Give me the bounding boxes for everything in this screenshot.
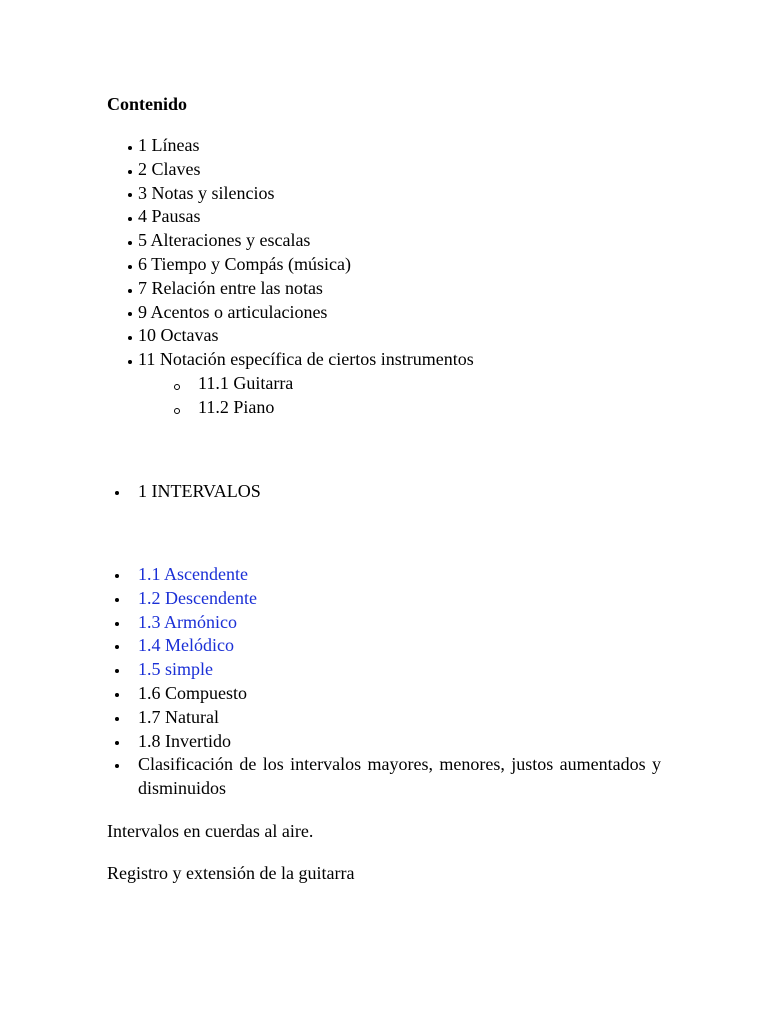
paragraph-guitar-range: Registro y extensión de la guitarra <box>107 863 355 883</box>
bullet-icon <box>115 645 119 649</box>
toc-item-label: 4 Pausas <box>138 206 201 227</box>
toc-item-label: 10 Octavas <box>138 325 219 346</box>
section-heading-item <box>115 480 661 504</box>
toc-item-label: 1 Líneas <box>138 135 200 155</box>
toc-subitem-label: 11.1 Guitarra <box>198 372 294 393</box>
interval-label: Clasificación de los intervalos mayores, menores, justos aumentados y disminuidos <box>138 754 661 799</box>
toc-subitem-label: 11.2 Piano <box>198 396 275 417</box>
bullet-icon <box>115 717 119 721</box>
toc-item[interactable] <box>128 205 474 229</box>
interval-item[interactable] <box>115 563 661 587</box>
interval-link[interactable]: 1.1 Ascendente <box>138 564 248 584</box>
interval-label: 1.6 Compuesto <box>138 682 248 703</box>
bullet-icon <box>115 741 119 745</box>
interval-label: 1.7 Natural <box>138 706 219 727</box>
interval-item[interactable] <box>115 634 661 658</box>
toc-subitem[interactable] <box>174 396 474 420</box>
bullet-icon <box>128 146 132 150</box>
bullet-icon <box>128 312 132 316</box>
bullet-icon <box>128 241 132 245</box>
toc-item-label: 6 Tiempo y Compás (música) <box>138 253 352 274</box>
toc-item-label: 7 Relación entre las notas <box>138 277 323 298</box>
toc-item-label: 11 Notación específica de ciertos instrumentos <box>138 349 474 370</box>
bullet-icon <box>115 693 119 697</box>
bullet-icon <box>115 598 119 602</box>
bullet-icon <box>128 289 132 293</box>
section-list <box>115 480 661 504</box>
toc-item[interactable] <box>128 324 474 348</box>
toc-item[interactable] <box>128 253 474 277</box>
bullet-icon <box>128 265 132 269</box>
paragraph-intervals-open-strings: Intervalos en cuerdas al aire. <box>107 821 314 841</box>
toc-item-label: 5 Alteraciones y escalas <box>138 230 311 251</box>
intervals-list <box>115 563 661 801</box>
bullet-icon <box>115 764 119 768</box>
bullet-icon <box>115 622 119 626</box>
bullet-icon <box>128 193 132 197</box>
toc-subitem[interactable] <box>174 372 474 396</box>
toc-list <box>128 134 474 420</box>
bullet-icon <box>128 360 132 364</box>
toc-item[interactable] <box>128 134 474 158</box>
interval-link[interactable]: 1.2 Descendente <box>138 587 257 608</box>
bullet-icon <box>115 574 119 578</box>
interval-item <box>115 753 661 801</box>
interval-link[interactable]: 1.3 Armónico <box>138 611 237 632</box>
section-heading-label: 1 INTERVALOS <box>138 481 261 501</box>
circle-bullet-icon <box>174 408 180 414</box>
toc-item-label: 2 Claves <box>138 158 201 179</box>
interval-item[interactable] <box>115 658 661 682</box>
toc-item[interactable] <box>128 229 474 253</box>
bullet-icon <box>128 217 132 221</box>
bullet-icon <box>115 491 119 495</box>
interval-link[interactable]: 1.5 simple <box>138 659 213 680</box>
toc-item[interactable] <box>128 182 474 206</box>
interval-item[interactable] <box>115 587 661 611</box>
toc-item-label: 9 Acentos o articulaciones <box>138 301 328 322</box>
bullet-icon <box>128 336 132 340</box>
interval-link[interactable]: 1.4 Melódico <box>138 635 234 656</box>
interval-label: 1.8 Invertido <box>138 730 231 751</box>
bullet-icon <box>128 170 132 174</box>
toc-item[interactable] <box>128 277 474 301</box>
interval-item <box>115 682 661 706</box>
bullet-icon <box>115 669 119 673</box>
toc-item-label: 3 Notas y silencios <box>138 182 275 203</box>
toc-item[interactable] <box>128 348 474 372</box>
interval-item[interactable] <box>115 611 661 635</box>
toc-title: Contenido <box>107 94 188 114</box>
toc-item[interactable] <box>128 158 474 182</box>
circle-bullet-icon <box>174 384 180 390</box>
interval-item <box>115 706 661 730</box>
toc-item[interactable] <box>128 301 474 325</box>
interval-item <box>115 730 661 754</box>
